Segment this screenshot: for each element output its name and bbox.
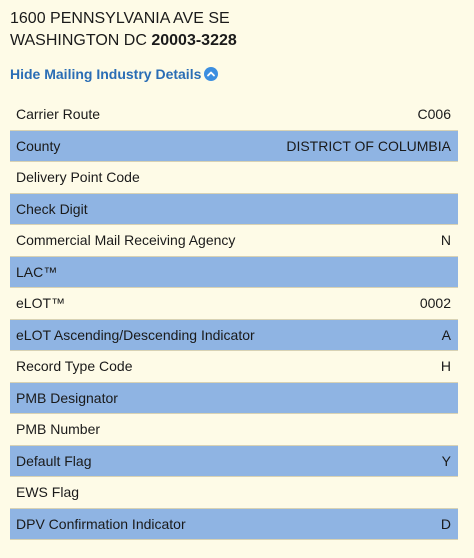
row-label: PMB Number — [16, 421, 101, 438]
row-value: Y — [441, 452, 451, 469]
table-row — [10, 351, 458, 383]
row-label: eLOT Ascending/Descending Indicator — [16, 326, 255, 343]
row-label: PMB Designator — [16, 389, 118, 406]
row-label: Default Flag — [16, 452, 92, 469]
table-row — [10, 414, 458, 446]
table-row — [10, 477, 458, 509]
row-label: LAC™ — [16, 263, 58, 280]
address-line1: 1600 PENNSYLVANIA AVE SE — [10, 10, 230, 27]
table-row — [10, 509, 458, 541]
table-row — [10, 131, 458, 163]
address-block — [10, 8, 237, 52]
row-value: DISTRICT OF COLUMBIA — [286, 137, 451, 154]
row-label: County — [16, 137, 61, 154]
row-label: EWS Flag — [16, 484, 80, 501]
table-row — [10, 162, 458, 194]
hide-details-label: Hide Mailing Industry Details — [10, 66, 202, 82]
row-value: H — [440, 358, 451, 375]
table-row — [10, 446, 458, 478]
address-zip: 20003-3228 — [151, 32, 237, 49]
table-row — [10, 320, 458, 352]
row-value: A — [441, 326, 451, 343]
table-row — [10, 257, 458, 289]
row-label: Carrier Route — [16, 106, 101, 123]
row-value: D — [440, 515, 451, 532]
chevron-up-icon[interactable] — [204, 67, 218, 81]
row-value: N — [440, 232, 451, 249]
table-row — [10, 99, 458, 131]
row-label: Check Digit — [16, 200, 88, 217]
row-label: DPV Confirmation Indicator — [16, 515, 186, 532]
table-row — [10, 288, 458, 320]
hide-details-link[interactable] — [10, 66, 218, 82]
row-value: 0002 — [419, 295, 451, 312]
table-row — [10, 225, 458, 257]
table-row — [10, 194, 458, 226]
row-label: Commercial Mail Receiving Agency — [16, 232, 236, 249]
row-label: Record Type Code — [16, 358, 133, 375]
mailing-details-table — [10, 99, 458, 540]
address-city-state: WASHINGTON DC — [10, 32, 147, 49]
table-row — [10, 383, 458, 415]
address-line2 — [10, 30, 237, 52]
row-label: eLOT™ — [16, 295, 66, 312]
row-value: C006 — [417, 106, 451, 123]
row-label: Delivery Point Code — [16, 169, 140, 186]
